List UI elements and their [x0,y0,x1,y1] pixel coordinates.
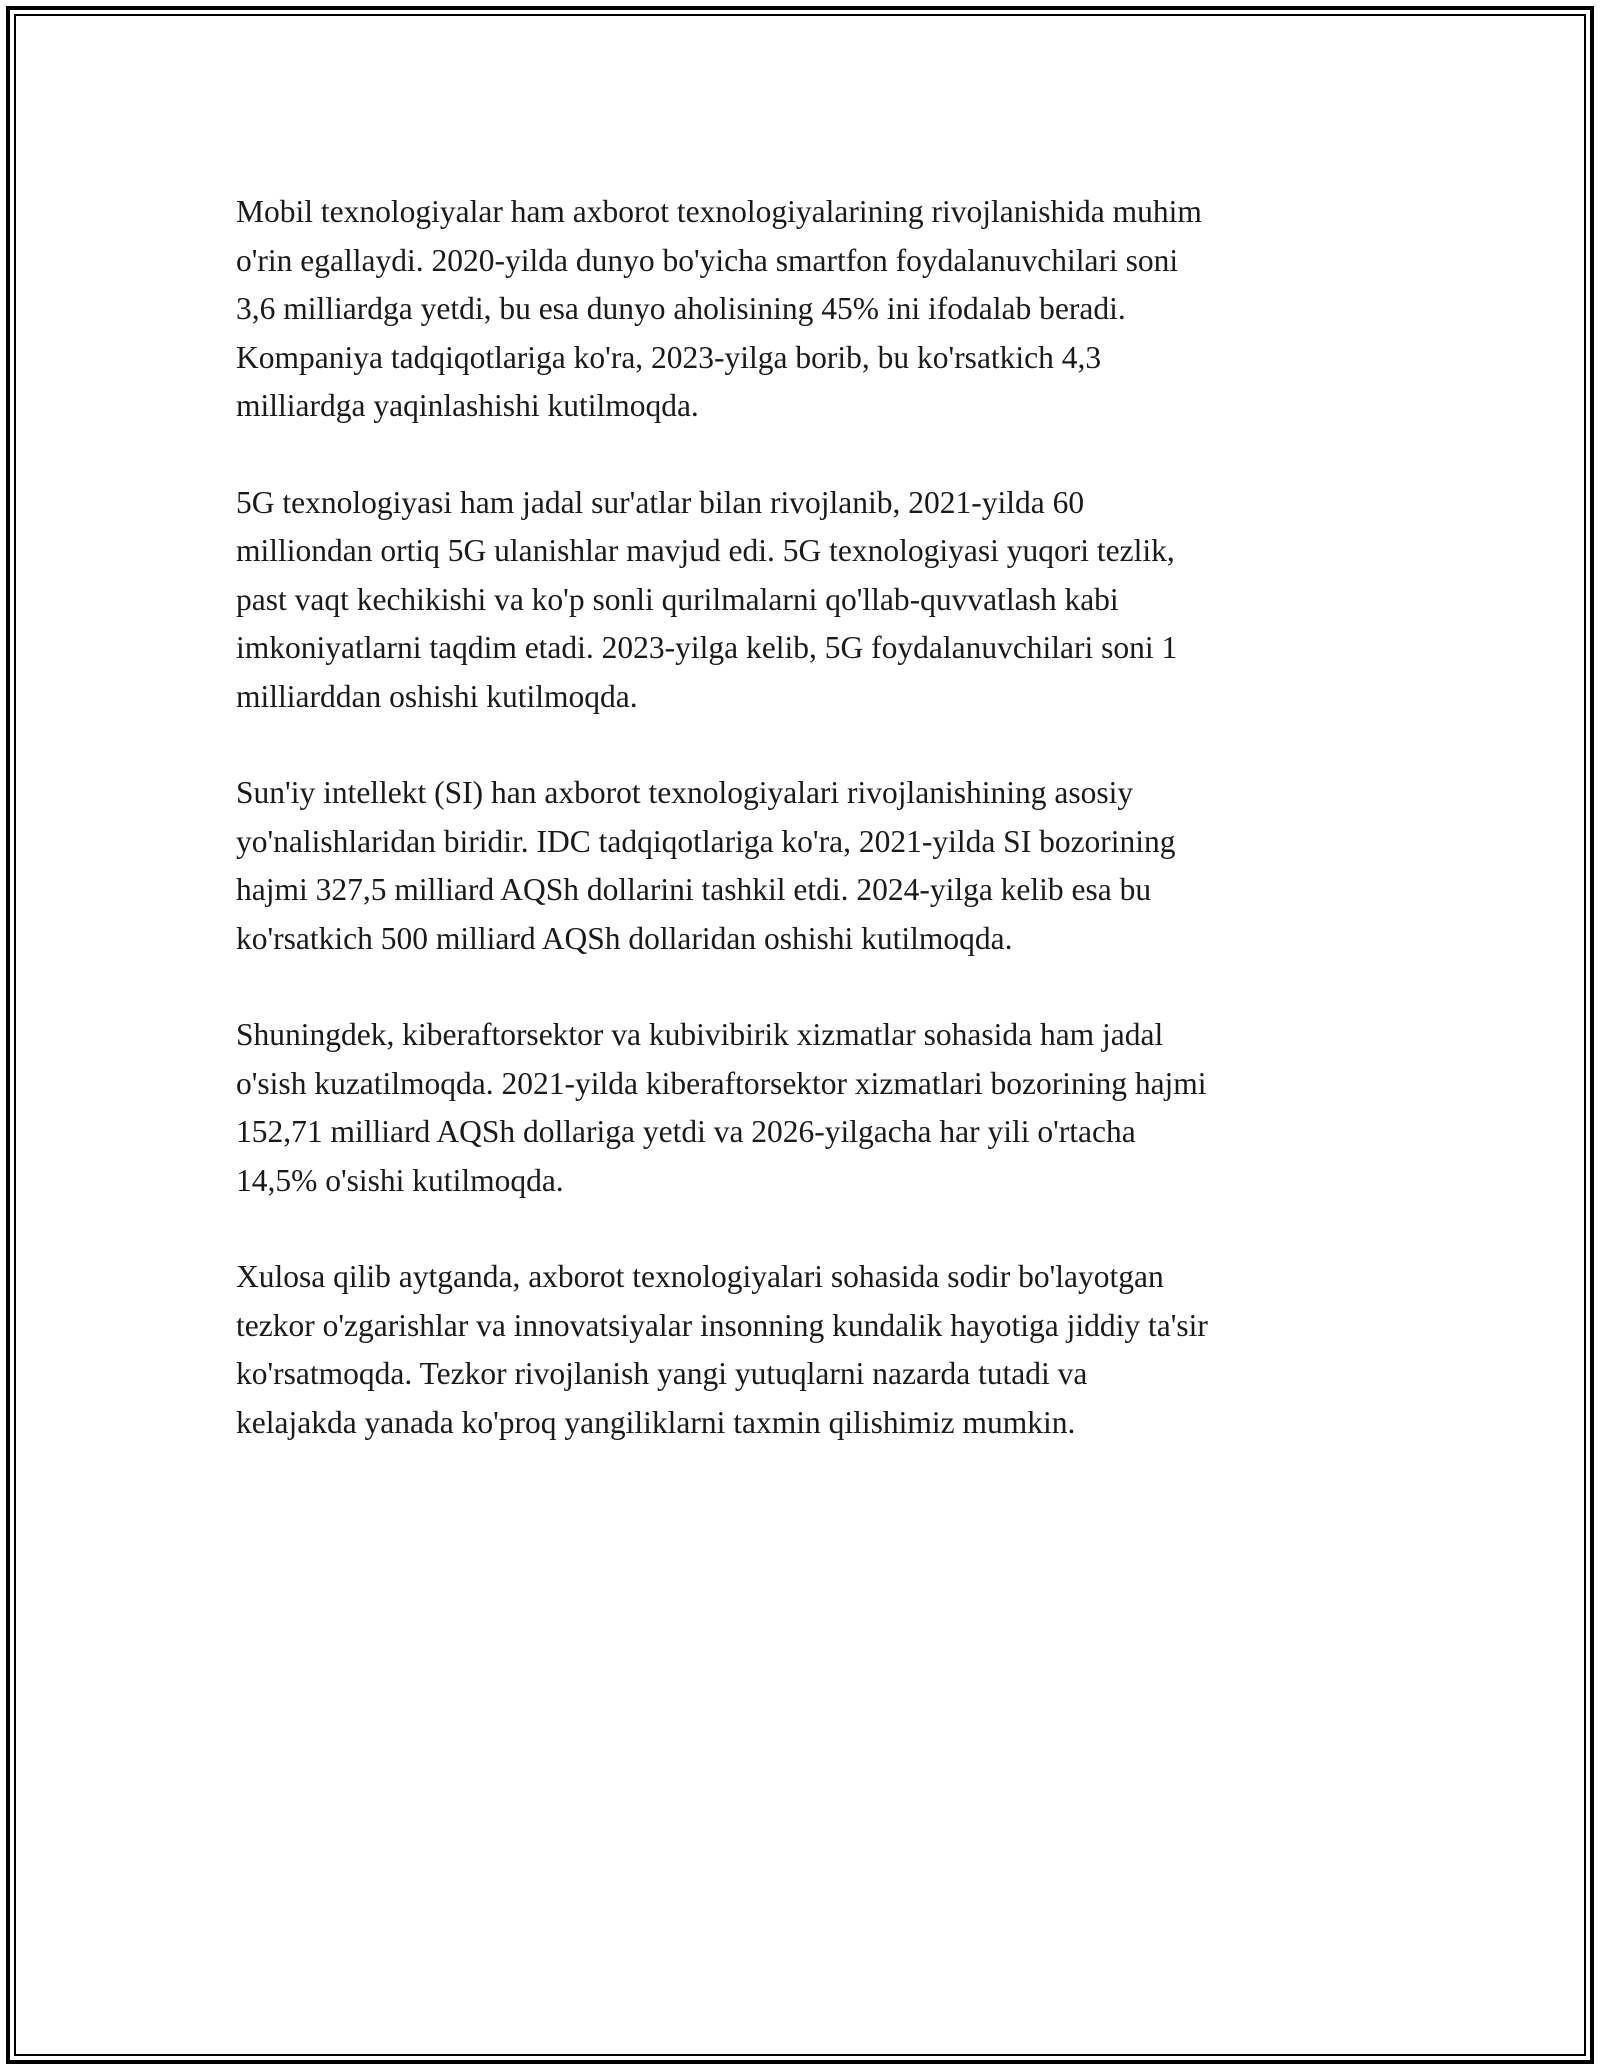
paragraph-artificial-intelligence: Sun'iy intellekt (SI) han axborot texnologiyalari rivojlanishining asosiy yo'nalishlaridan biridir. IDC tadqiqotlariga ko'ra, 2021-yilda SI bozorining hajmi 327,5 milliard AQSh dollarini tashkil etdi. 2024-yilga kelib esa bu ko'rsatkich 500 milliard AQSh dollaridan oshishi kutilmoqda. [236,775,1176,956]
paragraph-conclusion: Xulosa qilib aytganda, axborot texnologiyalari sohasida sodir bo'layotgan tezkor o'zgarishlar va innovatsiyalar insonning kundalik hayotiga jiddiy ta'sir ko'rsatmoqda. Tezkor rivojlanish yangi yutuqlarni nazarda tutadi va kelajakda yanada ko'proq yangiliklarni taxmin qilishimiz mumkin. [236,1259,1208,1440]
paragraph-cyber-services: Shuningdek, kiberaftorsektor va kubivibirik xizmatlar sohasida ham jadal o'sish kuzatilmoqda. 2021-yilda kiberaftorsektor xizmatlari bozorining hajmi 152,71 milliard AQSh dollariga yetdi va 2026-yilgacha har yili o'rtacha 14,5% o'sishi kutilmoqda. [236,1017,1207,1198]
paragraph-5g-tech: 5G texnologiyasi ham jadal sur'atlar bilan rivojlanib, 2021-yilda 60 milliondan ortiq 5G ulanishlar mavjud edi. 5G texnologiyasi yuqori tezlik, past vaqt kechikishi va ko'p sonli qurilmalarni qo'llab-quvvatlash kabi imkoniyatlarni taqdim etadi. 2023-yilga kelib, 5G foydalanuvchilari soni 1 milliarddan oshishi kutilmoqda. [236,484,1178,714]
paragraph-mobile-tech: Mobil texnologiyalar ham axborot texnologiyalarining rivojlanishida muhim o'rin egallaydi. 2020-yilda dunyo bo'yicha smartfon foydalanuvchilari soni 3,6 milliardga yetdi, bu esa dunyo aholisining 45% ini ifodalab beradi. Kompaniya tadqiqotlariga ko'ra, 2023-yilga borib, bu ko'rsatkich 4,3 milliardga yaqinlashishi kutilmoqda. [236,194,1202,423]
document-body [236,188,1386,1495]
